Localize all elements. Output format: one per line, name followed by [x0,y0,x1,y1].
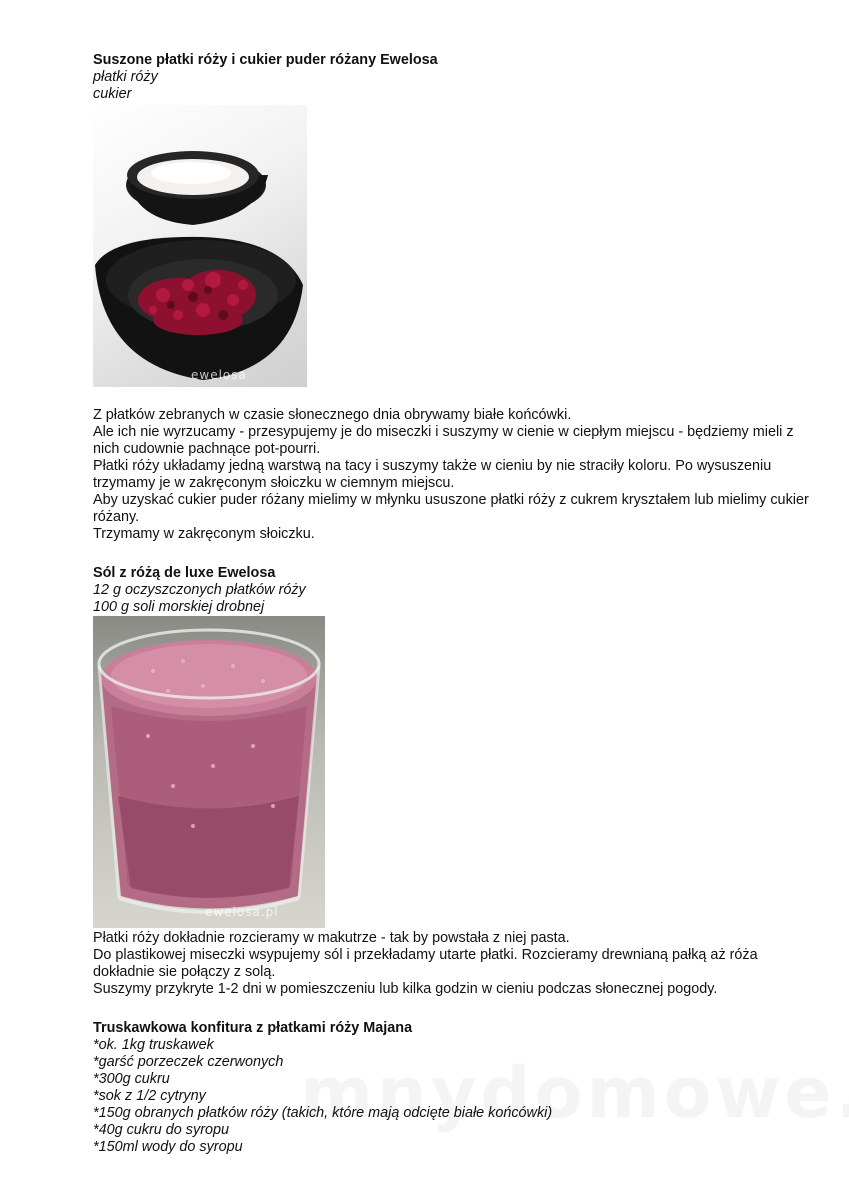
instruction-paragraph: Trzymamy w zakręconym słoiczku. [93,526,315,542]
ingredient-item: cukier [93,86,132,102]
ingredient-item: *garść porzeczek czerwonych [93,1054,284,1070]
recipe-title: Truskawkowa konfitura z płatkami róży Majana [93,1020,413,1036]
instruction-paragraph: Płatki róży układamy jedną warstwą na tacy i suszymy także w cieniu by nie straciły koloru. Po wysuszeniu trzymamy je w zakręconym słoiczku w ciemnym miejscu. [93,458,772,491]
instruction-paragraph: Aby uzyskać cukier puder różany mielimy w młynku ususzone płatki róży z cukrem kryształem lub mielimy cukier różany. [93,492,809,525]
rose-salt-glass-photo [93,616,325,928]
instruction-paragraph: Z płatków zebranych w czasie słonecznego dnia obrywamy białe końcówki. [93,407,572,423]
photo-watermark: ewelosa.pl [205,905,279,919]
ingredient-item: *40g cukru do syropu [93,1122,229,1138]
ingredient-item: 100 g soli morskiej drobnej [93,599,265,615]
recipe-title: Sól z różą de luxe Ewelosa [93,565,276,581]
recipe-page [93,52,813,1178]
recipe-section-dried-petals [93,52,813,543]
instruction-paragraph: Płatki róży dokładnie rozcieramy w makutrze - tak by powstała z niej pasta. [93,930,570,946]
rose-petals-sugar-photo [93,105,307,387]
ingredient-item: płatki róży [93,69,158,85]
instruction-paragraph: Ale ich nie wyrzucamy - przesypujemy je do miseczki i suszymy w cienie w ciepłym miejscu - będziemy mieli z nich cudownie pachnące pot-pourri. [93,424,794,457]
ingredient-item: 12 g oczyszczonych płatków róży [93,582,306,598]
recipe-section-rose-salt [93,565,813,998]
ingredient-item: *150g obranych płatków róży (takich, które mają odcięte białe końcówki) [93,1105,553,1121]
ingredient-item: *ok. 1kg truskawek [93,1037,214,1053]
bowls-illustration [93,105,307,387]
recipe-section-strawberry-jam [93,1020,813,1156]
ingredient-item: *sok z 1/2 cytryny [93,1088,206,1104]
photo-watermark: ewelosa [191,368,247,382]
instruction-paragraph: Do plastikowej miseczki wsypujemy sól i przekładamy utarte płatki. Rozcieramy drewnianą pałką aż róża dokładnie sie połączy z solą. [93,947,758,980]
glass-illustration [93,616,325,928]
ingredient-item: *150ml wody do syropu [93,1139,243,1155]
instruction-paragraph: Suszymy przykryte 1-2 dni w pomieszczeniu lub kilka godzin w cieniu podczas słonecznej pogody. [93,981,718,997]
recipe-title: Suszone płatki róży i cukier puder różany Ewelosa [93,52,438,68]
ingredient-item: *300g cukru [93,1071,170,1087]
